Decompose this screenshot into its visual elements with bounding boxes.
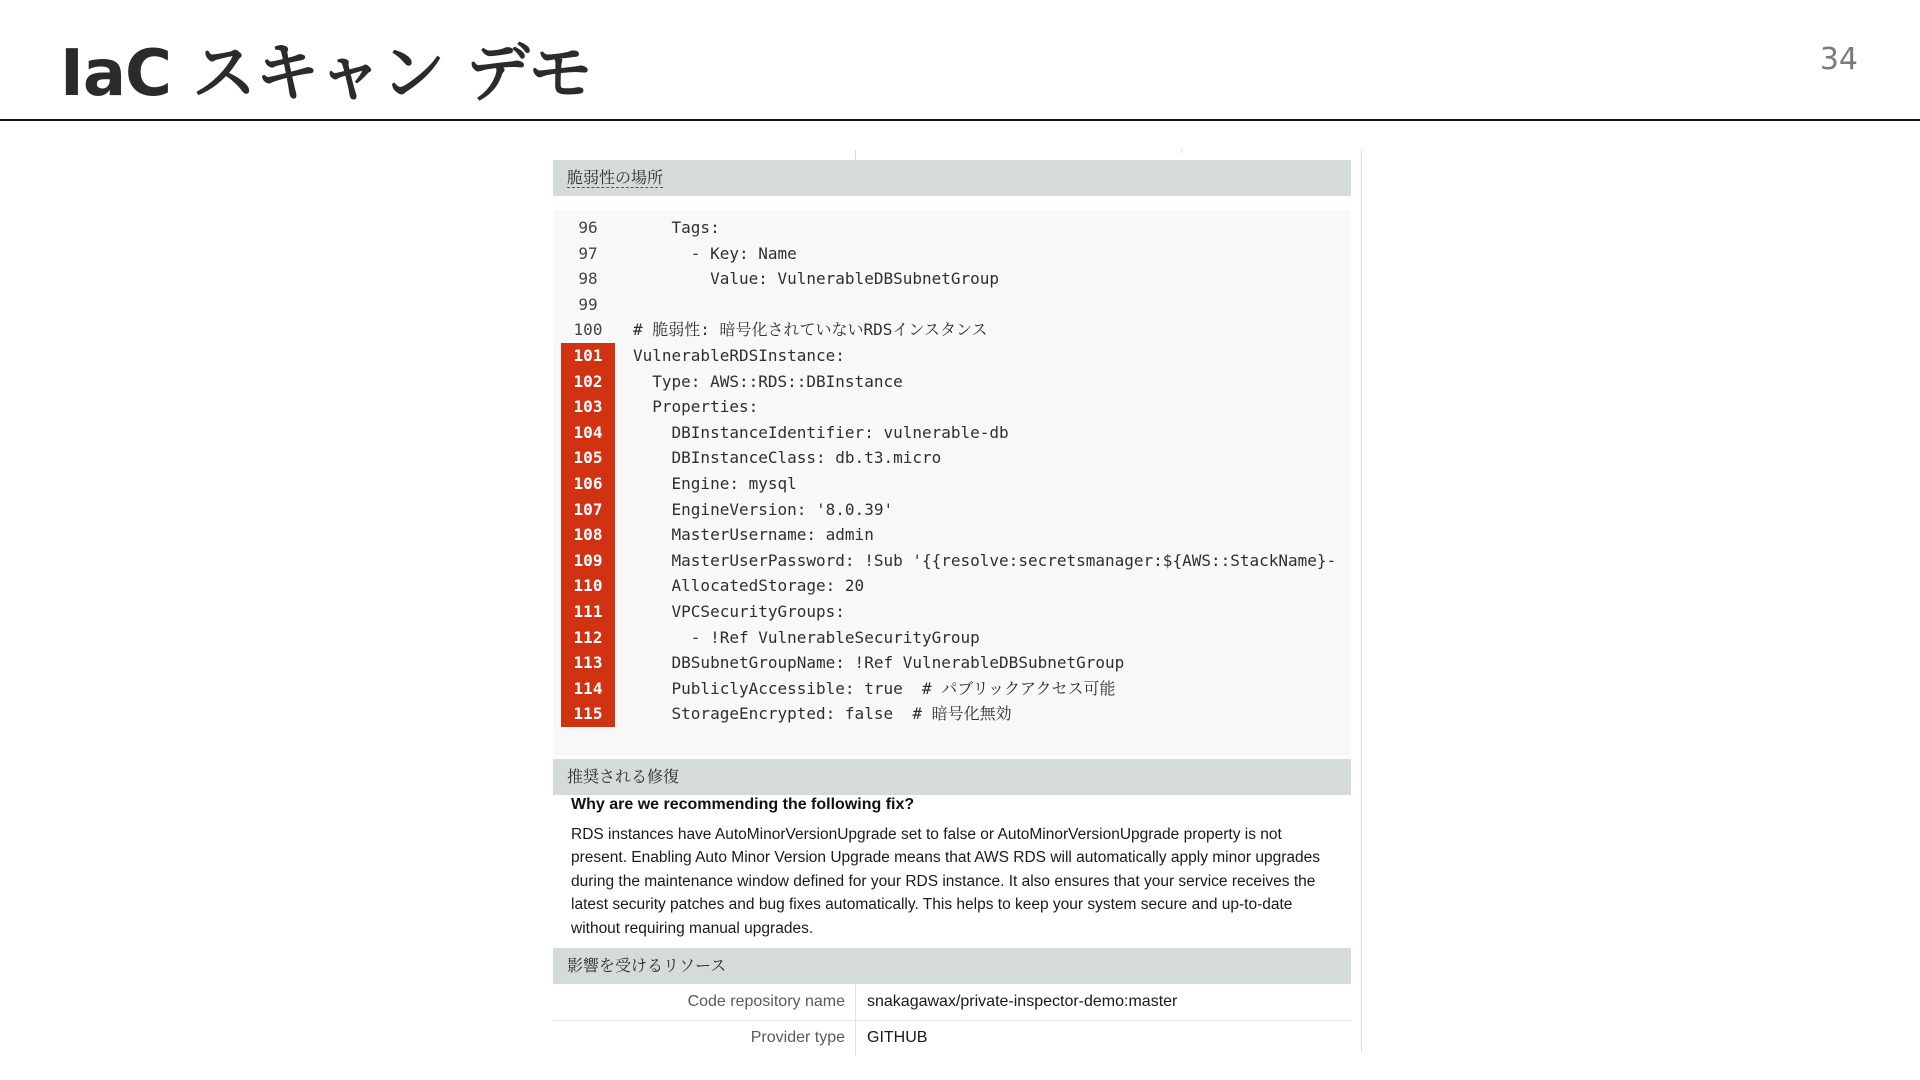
highlighted-line-number: 112 (561, 625, 615, 651)
code-text: Type: AWS::RDS::DBInstance (633, 371, 903, 391)
code-text: - !Ref VulnerableSecurityGroup (633, 627, 980, 647)
highlighted-line-number: 109 (561, 548, 615, 574)
code-text: DBInstanceIdentifier: vulnerable-db (633, 422, 1009, 442)
highlighted-line-number: 108 (561, 522, 615, 548)
code-text: DBSubnetGroupName: !Ref VulnerableDBSubnetGroup (633, 653, 1125, 673)
code-text: VulnerableRDSInstance: (633, 346, 845, 365)
panel-tick (1181, 150, 1182, 153)
code-line (553, 573, 1351, 598)
highlighted-line-number: 102 (561, 369, 615, 395)
line-number: 98 (578, 269, 598, 289)
code-text: - Key: Name (633, 243, 797, 263)
recommended-fix-header: 推奨される修復 (553, 759, 1351, 795)
panel-border (1361, 150, 1362, 1052)
code-text: # 脆弱性: 暗号化されていないRDSインスタンス (633, 320, 988, 340)
finding-details-panel (553, 150, 1362, 1052)
highlighted-line-number: 113 (561, 650, 615, 676)
page-number: 34 (1819, 42, 1858, 77)
code-line (553, 599, 1351, 624)
line-number: 99 (578, 294, 598, 314)
code-line (553, 394, 1351, 419)
code-text: StorageEncrypted: false # 暗号化無効 (633, 704, 1012, 724)
slide-title: IaC スキャン デモ (60, 37, 592, 111)
line-number: 96 (578, 218, 598, 237)
resource-key: Code repository name (687, 993, 845, 1010)
code-line (553, 292, 1351, 317)
code-line (553, 317, 1351, 342)
code-text: PubliclyAccessible: true # パブリックアクセス可能 (633, 678, 1116, 698)
code-line (553, 701, 1351, 726)
code-text: Value: VulnerableDBSubnetGroup (633, 269, 1000, 289)
title-divider (0, 119, 1920, 121)
code-line (553, 369, 1351, 394)
resource-row-provider (553, 1020, 1351, 1056)
code-line (553, 522, 1351, 547)
resource-row-repository (553, 984, 1351, 1021)
code-line (553, 215, 1351, 240)
code-line (553, 241, 1351, 266)
code-text: DBInstanceClass: db.t3.micro (633, 448, 942, 468)
resource-key: Provider type (750, 1029, 845, 1046)
resource-value: snakagawax/private-inspector-demo:master (867, 993, 1178, 1010)
resource-value: GITHUB (867, 1029, 928, 1046)
code-line (553, 497, 1351, 522)
highlighted-line-number: 101 (561, 343, 615, 369)
code-line (553, 471, 1351, 496)
code-line (553, 625, 1351, 650)
code-line (553, 343, 1351, 368)
highlighted-line-number: 115 (561, 701, 615, 727)
code-text: Properties: (633, 397, 759, 417)
code-line (553, 548, 1351, 573)
column-divider (855, 1020, 856, 1056)
column-divider (855, 984, 856, 1020)
code-text: Engine: mysql (633, 474, 797, 493)
code-text: Tags: (633, 218, 720, 237)
code-text: MasterUsername: admin (633, 525, 874, 545)
code-text: AllocatedStorage: 20 (633, 576, 865, 596)
code-line (553, 266, 1351, 291)
highlighted-line-number: 114 (561, 676, 615, 702)
highlighted-line-number: 107 (561, 497, 615, 523)
line-number: 100 (573, 320, 603, 340)
highlighted-line-number: 110 (561, 573, 615, 599)
code-line (553, 676, 1351, 701)
highlighted-line-number: 111 (561, 599, 615, 625)
highlighted-line-number: 106 (561, 471, 615, 497)
highlighted-line-number: 105 (561, 445, 615, 471)
code-line (553, 650, 1351, 675)
line-number: 97 (578, 243, 598, 263)
code-snippet (553, 210, 1351, 755)
highlighted-line-number: 103 (561, 394, 615, 420)
highlighted-line-number: 104 (561, 420, 615, 446)
code-text: MasterUserPassword: !Sub '{{resolve:secretsmanager:${AWS::StackName}- (633, 550, 1337, 570)
vulnerability-location-header (553, 160, 1351, 196)
code-line (553, 445, 1351, 470)
code-text: EngineVersion: '8.0.39' (633, 499, 894, 519)
code-line (553, 420, 1351, 445)
vulnerability-location-label[interactable]: 脆弱性の場所 (567, 168, 664, 187)
panel-tick (855, 150, 856, 160)
fix-question: Why are we recommending the following fix? (571, 796, 915, 813)
fix-explanation: RDS instances have AutoMinorVersionUpgrade set to false or AutoMinorVersionUpgrade property is not present. Enabling Auto Minor Version Upgrade means that AWS RDS will automatically apply minor upgrades during the maintenance window defined for your RDS instance. It also ensures that your service receives the latest security patches and bug fixes automatically. This helps to keep your system secure and up-to-date without requiring manual upgrades. (571, 826, 1320, 937)
code-text: VPCSecurityGroups: (633, 602, 845, 621)
affected-resources-header: 影響を受けるリソース (553, 948, 1351, 984)
